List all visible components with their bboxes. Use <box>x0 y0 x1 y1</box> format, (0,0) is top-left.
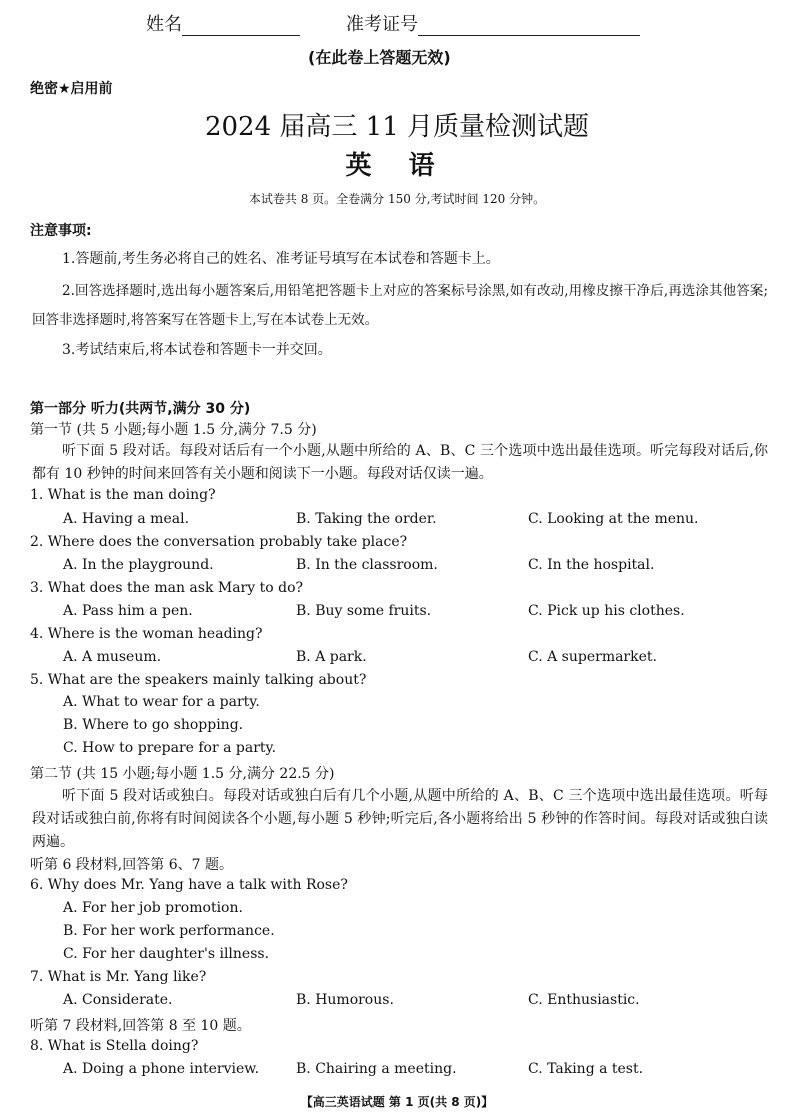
question-stem: 6. Why does Mr. Yang have a talk with Rose? <box>30 877 348 893</box>
notice-heading: 注意事项: <box>30 223 92 239</box>
option-a: A. A museum. <box>63 649 162 665</box>
option-b: B. In the classroom. <box>296 557 438 573</box>
option-c: C. Enthusiastic. <box>528 992 640 1008</box>
option-c: C. How to prepare for a party. <box>63 740 277 756</box>
question-stem: 1. What is the man doing? <box>30 487 216 503</box>
option-a: A. What to wear for a party. <box>63 694 260 710</box>
name-label: 姓名 <box>146 14 182 35</box>
option-a: A. Having a meal. <box>63 511 190 527</box>
section2-heading: 第二节 (共 15 小题;每小题 1.5 分,满分 22.5 分) <box>30 766 335 782</box>
section1-instruction: 听下面 5 段对话。每段对话后有一个小题,从题中所给的 A、B、C 三个选项中选出最佳选项。听完每段对话后,你都有 10 秒钟的时间来回答有关小题和阅读下一小题。每段对话仅读一遍。 <box>32 443 768 482</box>
option-a: A. For her job promotion. <box>63 900 243 916</box>
question-stem: 5. What are the speakers mainly talking about? <box>30 672 367 688</box>
name-blank <box>182 19 300 36</box>
question-stem: 3. What does the man ask Mary to do? <box>30 580 304 596</box>
section1-heading: 第一节 (共 5 小题;每小题 1.5 分,满分 7.5 分) <box>30 422 317 438</box>
option-c: C. Pick up his clothes. <box>528 603 685 619</box>
option-b: B. For her work performance. <box>63 923 275 939</box>
option-a: A. In the playground. <box>63 557 214 573</box>
question-stem: 7. What is Mr. Yang like? <box>30 969 207 985</box>
exam-title: 2024 届高三 11 月质量检测试题 <box>204 112 590 142</box>
option-a: A. Pass him a pen. <box>63 603 193 619</box>
name-field <box>146 10 300 36</box>
option-a: A. Doing a phone interview. <box>63 1061 260 1077</box>
material-7-note: 听第 7 段材料,回答第 8 至 10 题。 <box>30 1018 251 1034</box>
notice-item-3: 3.考试结束后,将本试卷和答题卡一并交回。 <box>62 342 332 358</box>
notice-item-1: 1.答题前,考生务必将自己的姓名、准考证号填写在本试卷和答题卡上。 <box>62 251 500 267</box>
page-footer: 【高三英语试题 第 1 页(共 8 页)】 <box>300 1095 494 1109</box>
question-stem: 8. What is Stella doing? <box>30 1038 199 1054</box>
material-6-note: 听第 6 段材料,回答第 6、7 题。 <box>30 857 233 873</box>
question-stem: 4. Where is the woman heading? <box>30 626 263 642</box>
option-b: B. Where to go shopping. <box>63 717 244 733</box>
exam-number-label: 准考证号 <box>346 14 418 35</box>
option-b: B. Humorous. <box>296 992 394 1008</box>
option-c: C. In the hospital. <box>528 557 655 573</box>
exam-number-field <box>346 10 640 36</box>
part1-heading: 第一部分 听力(共两节,满分 30 分) <box>30 401 251 417</box>
question-stem: 2. Where does the conversation probably take place? <box>30 534 408 550</box>
option-b: B. Chairing a meeting. <box>296 1061 457 1077</box>
subject-title: 英 语 <box>345 151 449 181</box>
option-b: B. Buy some fruits. <box>296 603 432 619</box>
invalid-note: (在此卷上答题无效) <box>308 48 451 67</box>
option-c: C. A supermarket. <box>528 649 657 665</box>
option-c: C. Looking at the menu. <box>528 511 699 527</box>
exam-number-blank <box>418 19 640 36</box>
option-a: A. Considerate. <box>63 992 173 1008</box>
option-c: C. Taking a test. <box>528 1061 644 1077</box>
exam-info: 本试卷共 8 页。全卷满分 150 分,考试时间 120 分钟。 <box>248 192 546 206</box>
option-b: B. Taking the order. <box>296 511 437 527</box>
section2-instruction: 听下面 5 段对话或独白。每段对话或独白后有几个小题,从题中所给的 A、B、C 三个选项中选出最佳选项。听每段对话或独白前,你将有时间阅读各个小题,每小题 5 秒钟;听完后,各小题将给出 5 秒钟的作答时间。每段对话或独白读两遍。 <box>32 788 768 850</box>
option-b: B. A park. <box>296 649 367 665</box>
option-c: C. For her daughter's illness. <box>63 946 270 962</box>
notice-item-2: 2.回答选择题时,选出每小题答案后,用铅笔把答题卡上对应的答案标号涂黑,如有改动,用橡皮擦干净后,再选涂其他答案;回答非选择题时,将答案写在答题卡上,写在本试卷上无效。 <box>32 283 768 328</box>
secret-label: 绝密★启用前 <box>30 81 113 97</box>
